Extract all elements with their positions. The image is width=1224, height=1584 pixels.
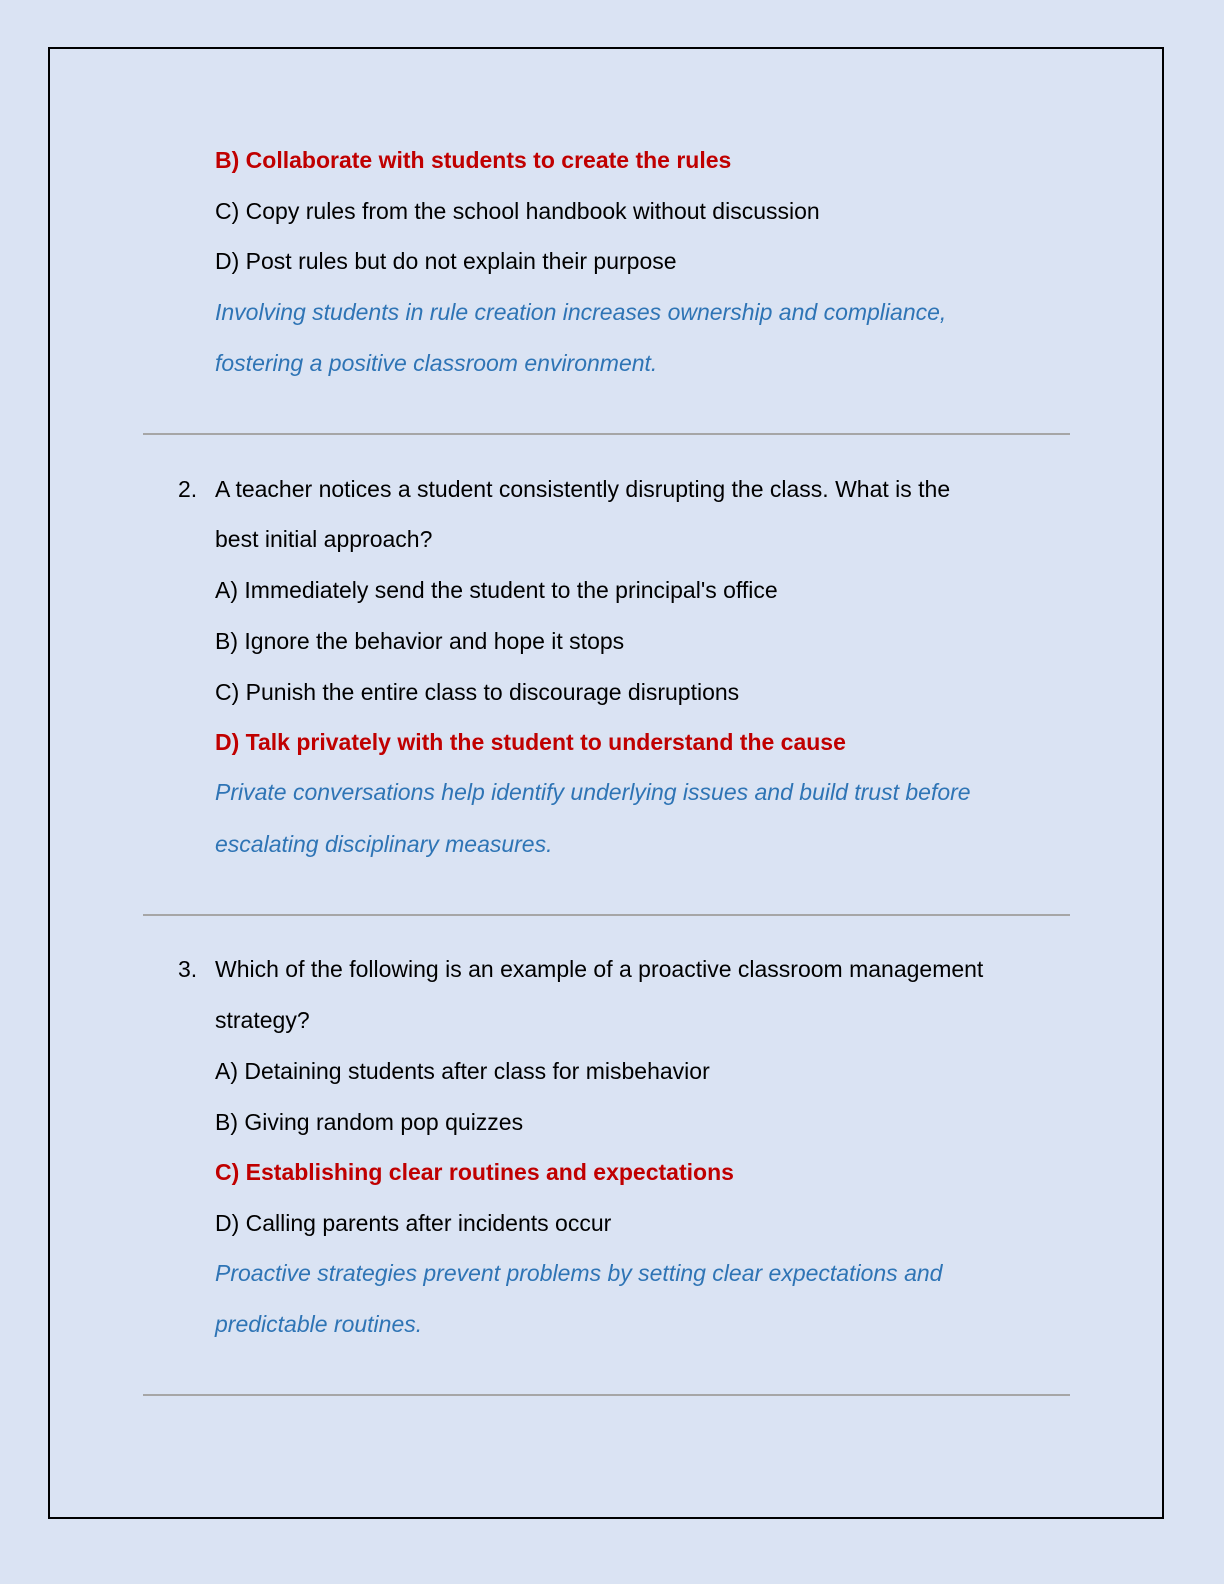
answer-option: A) Immediately send the student to the principal's office [215,577,778,603]
question-stem: Which of the following is an example of a proactive classroom management [215,956,984,982]
question-stem: A teacher notices a student consistently disrupting the class. What is the [215,476,951,502]
explanation-text: Proactive strategies prevent problems by setting clear expectations and [215,1260,943,1286]
question-divider [143,1394,1070,1396]
question-stem: best initial approach? [215,526,433,552]
answer-option: D) Calling parents after incidents occur [215,1210,612,1236]
question-number: 3. [178,956,198,982]
answer-option-correct: C) Establishing clear routines and expectations [215,1159,734,1185]
answer-option-correct: D) Talk privately with the student to understand the cause [215,729,846,755]
question-number: 2. [178,476,198,502]
question-divider [143,914,1070,916]
question-divider [143,433,1070,435]
explanation-text: Involving students in rule creation increases ownership and compliance, [215,299,947,325]
answer-option: D) Post rules but do not explain their purpose [215,248,677,274]
answer-option: B) Giving random pop quizzes [215,1109,524,1135]
explanation-text: Private conversations help identify underlying issues and build trust before [215,779,971,805]
explanation-text: escalating disciplinary measures. [215,831,553,857]
answer-option: C) Punish the entire class to discourage disruptions [215,679,740,705]
answer-option-correct: B) Collaborate with students to create the rules [215,147,732,173]
explanation-text: predictable routines. [215,1311,423,1337]
question-stem: strategy? [215,1007,310,1033]
explanation-text: fostering a positive classroom environment. [215,350,658,376]
answer-option: A) Detaining students after class for misbehavior [215,1058,710,1084]
answer-option: B) Ignore the behavior and hope it stops [215,628,625,654]
answer-option: C) Copy rules from the school handbook without discussion [215,198,820,224]
